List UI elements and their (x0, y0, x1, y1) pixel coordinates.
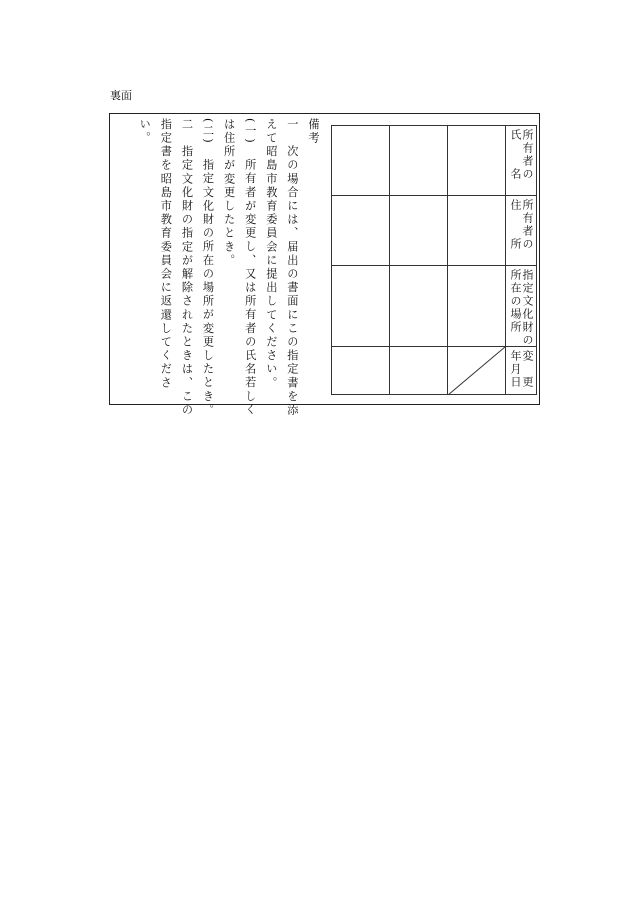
note-line: 一 次の場合には、届出の書面にこの指定書を添 (285, 118, 299, 418)
row-header-location (506, 266, 537, 347)
row-header-line: 変 更 (521, 350, 534, 389)
table-row-owner-name (332, 126, 537, 196)
note-line: 指定書を昭島市教育委員会に返還してくださ (159, 118, 173, 390)
row-header-change-date (506, 347, 537, 395)
notes-section (112, 118, 324, 418)
table-cell (332, 347, 390, 395)
table-cell (390, 347, 448, 395)
row-header-line: 指定文化財の (521, 269, 534, 347)
notes-title: 備考 (307, 118, 320, 146)
row-header-line: 所有者の (521, 199, 534, 251)
note-line: は住所が変更したとき。 (222, 118, 236, 268)
note-line: (一) 所有者が変更し、又は所有者の氏名若しく (243, 118, 257, 418)
table-row-owner-address (332, 196, 537, 266)
diagonal-line (448, 347, 505, 395)
table-cell (390, 196, 448, 266)
table-row-change-date (332, 347, 537, 395)
table-cell (332, 126, 390, 196)
row-header-line: 年月日 (509, 350, 522, 389)
row-header-line: 所有者の (521, 129, 534, 181)
row-header-owner-name (506, 126, 537, 196)
note-line: い。 (138, 118, 152, 146)
row-header-line: 所在の場所 (509, 269, 522, 334)
note-line: 二 指定文化財の指定が解除されたときは、この (180, 118, 194, 418)
table-cell (448, 196, 506, 266)
change-record-table (331, 125, 537, 395)
table-cell (448, 266, 506, 347)
row-header-owner-address (506, 196, 537, 266)
table-cell (390, 266, 448, 347)
note-line: えて昭島市教育委員会に提出してください。 (264, 118, 278, 390)
table-row-location (332, 266, 537, 347)
table-cell (448, 126, 506, 196)
table-cell (390, 126, 448, 196)
page-label: 裏面 (110, 89, 132, 102)
note-line: (二) 指定文化財の所在の場所が変更したとき。 (201, 118, 215, 418)
table-cell-diagonal (448, 347, 506, 395)
row-header-line: 氏 名 (509, 129, 522, 181)
table-cell (332, 266, 390, 347)
table-cell (332, 196, 390, 266)
row-header-line: 住 所 (509, 199, 522, 251)
